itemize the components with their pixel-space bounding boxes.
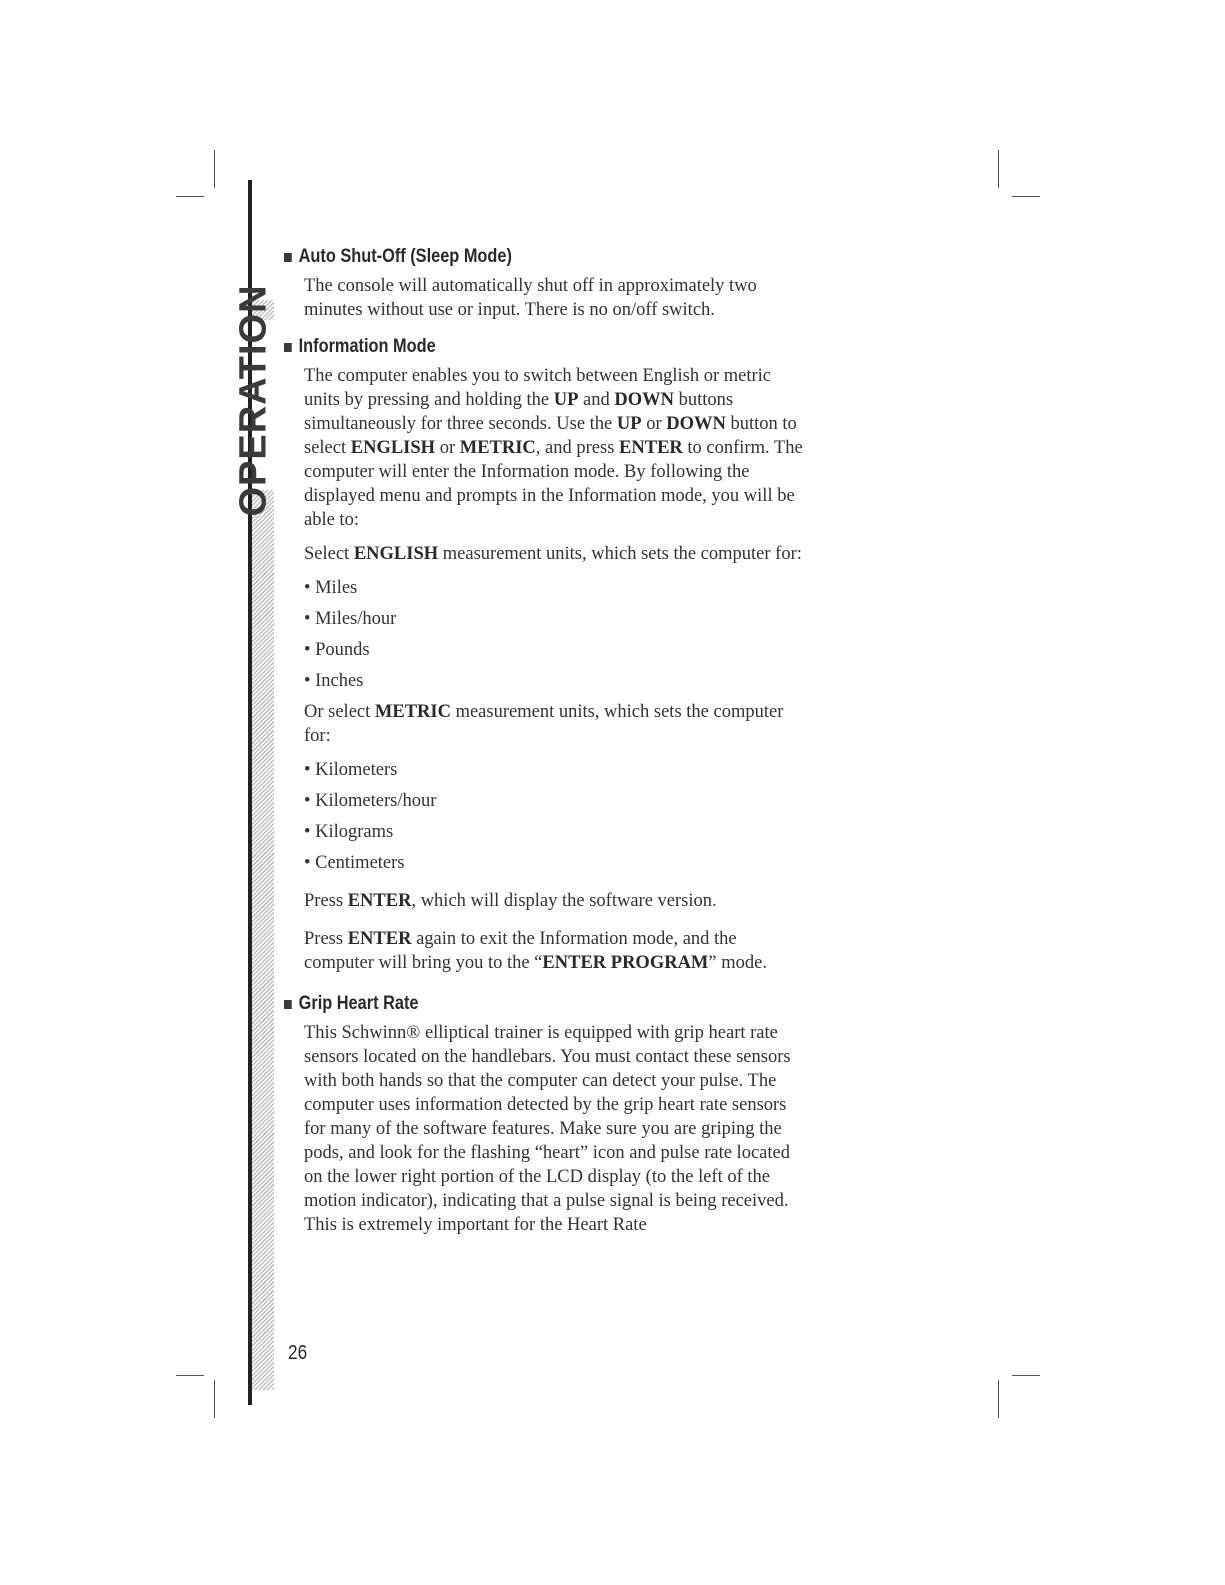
paragraph-press-enter <box>304 889 804 913</box>
section-title: Grip Heart Rate <box>298 993 419 1014</box>
crop-mark <box>998 1380 999 1418</box>
bold-text: ENTER <box>347 891 412 911</box>
section-heading <box>284 993 731 1015</box>
text: Press <box>304 929 348 949</box>
text: Or select <box>304 702 375 722</box>
section-heading <box>284 246 731 268</box>
paragraph-intro <box>304 364 804 532</box>
text: buttons simultaneously for three seconds. Use the <box>304 390 734 434</box>
list-item: • Kilometers/hour <box>304 791 437 811</box>
paragraph-metric <box>304 700 804 748</box>
text: , which will display the software version. <box>411 891 717 911</box>
text: , and press <box>535 438 620 458</box>
text: measurement units, which sets the computer for: <box>438 544 802 564</box>
crop-mark <box>998 150 999 188</box>
square-bullet-icon <box>284 1000 292 1009</box>
side-tab-label: OPERATION <box>232 283 275 517</box>
bold-text: UP <box>616 414 642 434</box>
text: or <box>435 438 460 458</box>
paragraph-english <box>304 542 804 566</box>
text: or <box>641 414 667 434</box>
bold-text: ENTER <box>347 929 412 949</box>
bold-text: ENGLISH <box>353 544 439 564</box>
text: Press <box>304 891 348 911</box>
bold-text: ENTER PROGRAM <box>542 953 709 973</box>
text: measurement units, which sets the computer for: <box>304 702 784 746</box>
list-item: • Inches <box>304 671 364 691</box>
bold-text: METRIC <box>459 438 536 458</box>
bold-text: ENTER <box>619 438 683 458</box>
list-item: • Pounds <box>304 640 370 660</box>
text: and <box>578 390 615 410</box>
crop-mark <box>1012 196 1040 197</box>
section-title: Information Mode <box>298 336 436 357</box>
crop-mark <box>176 1375 204 1376</box>
side-tab <box>232 283 276 517</box>
list-item: • Miles/hour <box>304 609 397 629</box>
text: again to exit the Information mode, and the computer will bring you to the “ <box>304 929 737 973</box>
text: to confirm. The computer will enter the Information mode. By following the displayed menu and prompts in the Information mode, you will be able to: <box>304 438 803 530</box>
square-bullet-icon <box>284 253 292 262</box>
bold-text: DOWN <box>666 414 726 434</box>
page-number: 26 <box>288 1342 308 1364</box>
bold-text: DOWN <box>614 390 674 410</box>
list-item: • Centimeters <box>304 853 405 873</box>
text: The computer enables you to switch between English or metric units by pressing and holding the <box>304 366 771 410</box>
bold-text: METRIC <box>374 702 451 722</box>
crop-mark <box>214 150 215 188</box>
side-hatch <box>252 490 274 1390</box>
section-title: Auto Shut-Off (Sleep Mode) <box>298 246 512 267</box>
paragraph: This Schwinn® elliptical trainer is equipped with grip heart rate sensors located on the handlebars. You must contact these sensors with both hands so that the computer can detect your pulse. The computer uses information detected by the grip heart rate sensors for many of the software features. Make sure you are griping the pods, and look for the flashing “heart” icon and pulse rate located on the lower right portion of the LCD display (to the left of the motion indicator), indicating that a pulse signal is being received. This is extremely important for the Heart Rate <box>304 1023 791 1235</box>
crop-mark <box>1012 1375 1040 1376</box>
square-bullet-icon <box>284 343 292 352</box>
text: ” mode. <box>708 953 767 973</box>
text: button to select <box>304 414 797 458</box>
paragraph: The console will automatically shut off in approximately two minutes without use or input. There is no on/off switch. <box>304 276 757 320</box>
bold-text: ENGLISH <box>350 438 436 458</box>
crop-mark <box>176 196 204 197</box>
list-item: • Kilograms <box>304 822 394 842</box>
bold-text: UP <box>553 390 579 410</box>
paragraph-press-enter-again <box>304 927 804 975</box>
content-column <box>284 246 804 1247</box>
list-item: • Kilometers <box>304 760 398 780</box>
section-heading <box>284 336 731 358</box>
text: Select <box>304 544 354 564</box>
list-item: • Miles <box>304 578 358 598</box>
crop-mark <box>214 1380 215 1418</box>
